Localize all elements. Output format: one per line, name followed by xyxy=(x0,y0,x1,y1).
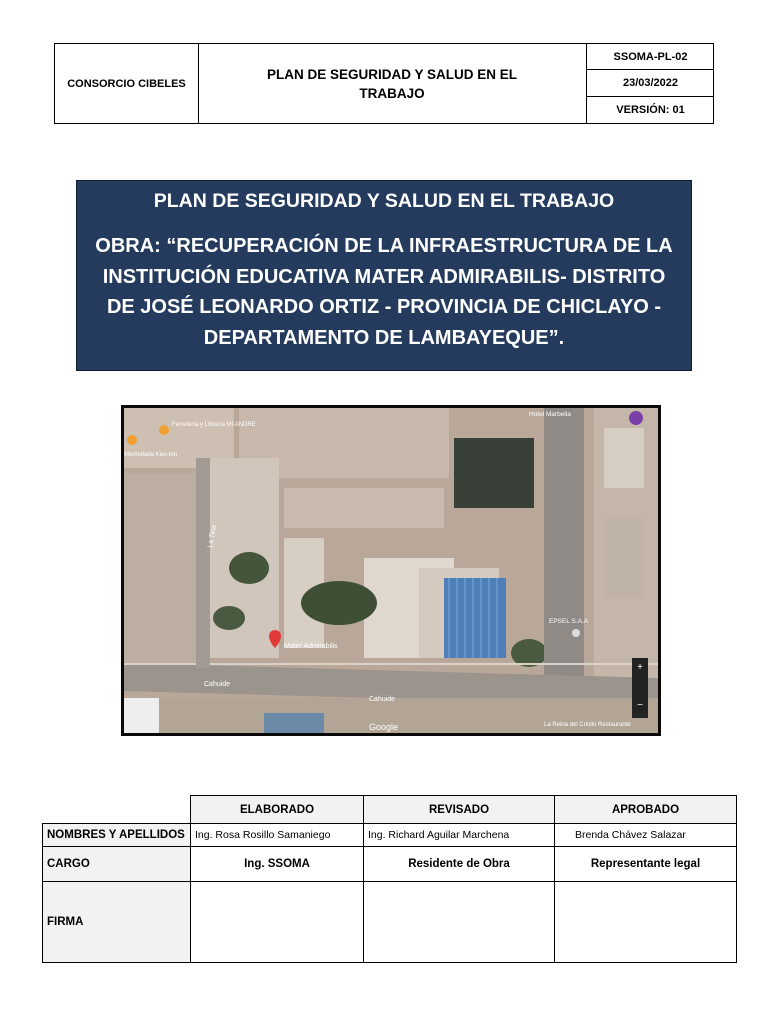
firma-elaborado xyxy=(191,882,364,963)
cargo-aprobado: Representante legal xyxy=(555,847,737,882)
svg-text:+: + xyxy=(637,662,643,673)
document-code: SSOMA-PL-02 xyxy=(587,44,714,70)
name-aprobado: Brenda Chávez Salazar xyxy=(555,824,737,847)
header-title: PLAN DE SEGURIDAD Y SALUD EN EL TRABAJO xyxy=(198,44,587,123)
map-poi-4: Ferretería y Librería MI ANDRE xyxy=(172,422,256,428)
svg-text:−: − xyxy=(637,700,643,711)
signature-table xyxy=(42,795,737,963)
title-banner xyxy=(76,180,692,371)
cargo-elaborado: Ing. SSOMA xyxy=(191,847,364,882)
map-street-2: Cahuide xyxy=(369,696,396,703)
column-elaborado: ELABORADO xyxy=(191,796,364,824)
name-elaborado: Ing. Rosa Rosillo Samaniego xyxy=(191,824,364,847)
column-revisado: REVISADO xyxy=(364,796,555,824)
map-brand: Google xyxy=(369,722,399,732)
firma-revisado xyxy=(364,882,555,963)
map-poi-5: Mermelada Kiwi-Inn xyxy=(124,452,178,458)
satellite-map-image xyxy=(121,405,661,736)
company-name: CONSORCIO CIBELES xyxy=(55,44,199,123)
map-poi-2: EPSEL S.A.A xyxy=(549,618,589,625)
banner-obra: OBRA: “RECUPERACIÓN DE LA INFRAESTRUCTURA DE LA INSTITUCIÓN EDUCATIVA MATER ADMIRABILIS- DISTRITO DE JOSÉ LEONARDO ORTIZ - PROVINCIA DE CHICLAYO - DEPARTAMENTO DE LAMBAYEQUE”. xyxy=(95,235,673,349)
name-revisado: Ing. Richard Aguilar Marchena xyxy=(364,824,555,847)
document-header xyxy=(54,43,714,124)
row-label-names: NOMBRES Y APELLIDOS xyxy=(43,824,191,847)
document-version: VERSIÓN: 01 xyxy=(616,103,685,116)
document-date: 23/03/2022 xyxy=(587,70,714,96)
row-label-cargo: CARGO xyxy=(43,847,191,882)
row-label-firma: FIRMA xyxy=(43,882,191,963)
map-poi-1: Hotel Marbella xyxy=(529,411,571,418)
header-meta xyxy=(587,44,714,123)
map-street-3: La Tina xyxy=(207,524,218,549)
map-street-1: Cahuide xyxy=(204,681,231,688)
column-aprobado: APROBADO xyxy=(555,796,737,824)
cargo-revisado: Residente de Obra xyxy=(364,847,555,882)
map-marker-label: Mater Admirabilis xyxy=(284,643,338,650)
firma-aprobado xyxy=(555,882,737,963)
map-poi-3: La Reina del Criollo Restaurante xyxy=(544,722,631,728)
banner-title: PLAN DE SEGURIDAD Y SALUD EN EL TRABAJO xyxy=(153,190,615,212)
